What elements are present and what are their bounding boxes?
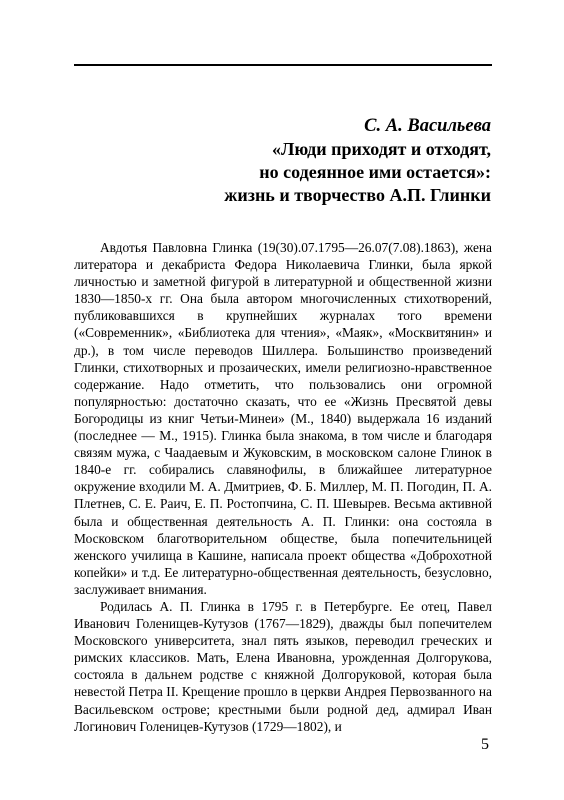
article-body [74,239,492,735]
title-line-1: «Люди приходят и отходят, [272,139,491,159]
title-line-3: жизнь и творчество А.П. Глинки [224,185,491,205]
paragraph-2: Родилась А. П. Глинка в 1795 г. в Петербурге. Ее отец, Павел Иванович Голенищев-Кутузов (1767—1829), дважды был попечителем Московского университета, знал пять языков, переводил греческих и римских классиков. Мать, Елена Ивановна, урожденная Долгорукова, состояла в дальнем родстве с княжной Долгоруковой, которая была невестой Петра II. Крещение прошло в церкви Андрея Первозванного на Васильевском острове; крестными были родной дед, адмирал Иван Логинович Голеницев-Кутузов (1729—1802), и [74,598,492,734]
paragraph-1: Авдотья Павловна Глинка (19(30).07.1795—26.07(7.08).1863), жена литератора и декабриста Федора Николаевича Глинки, была яркой личностью и заметной фигурой в литературной и общественной жизни 1830—1850-х гг. Она была автором многочисленных стихотворений, публиковавшихся в крупнейших журналах того времени («Современник», «Библиотека для чтения», «Маяк», «Москвитянин» и др.), в том числе переводов Шиллера. Большинство произведений Глинки, стихотворных и прозаических, имели религиозно-нравственное содержание. Надо отметить, что пользовались они огромной популярностью: достаточно сказать, что ее «Жизнь Пресвятой девы Богородицы из книг Четьи-Минеи» (М., 1840) выдержала 16 изданий (последнее — М., 1915). Глинка была знакома, в том числе и благодаря связям мужа, с Чаадаевым и Жуковским, в московском салоне Глинок в 1840-е гг. собирались славянофилы, в ближайшее литературное окружение входили М. А. Дмитриев, Ф. Б. Миллер, М. П. Погодин, П. А. Плетнев, С. Е. Раич, Е. П. Ростопчина, С. П. Шевырев. Весьма активной была и общественная деятельность А. П. Глинки: она состояла в Московском благотворительном обществе, была попечительницей женского училища в Кашине, написала проект общества «Доброхотной копейки» и т.д. Ее литературно-общественная деятельность, безусловно, заслуживает внимания. [74,240,492,597]
page-number: 5 [481,736,489,753]
article-author: С. А. Васильева [364,116,491,136]
article-title [224,138,491,207]
title-line-2: но содеянное ими остается»: [259,162,491,182]
header-rule [74,64,492,66]
